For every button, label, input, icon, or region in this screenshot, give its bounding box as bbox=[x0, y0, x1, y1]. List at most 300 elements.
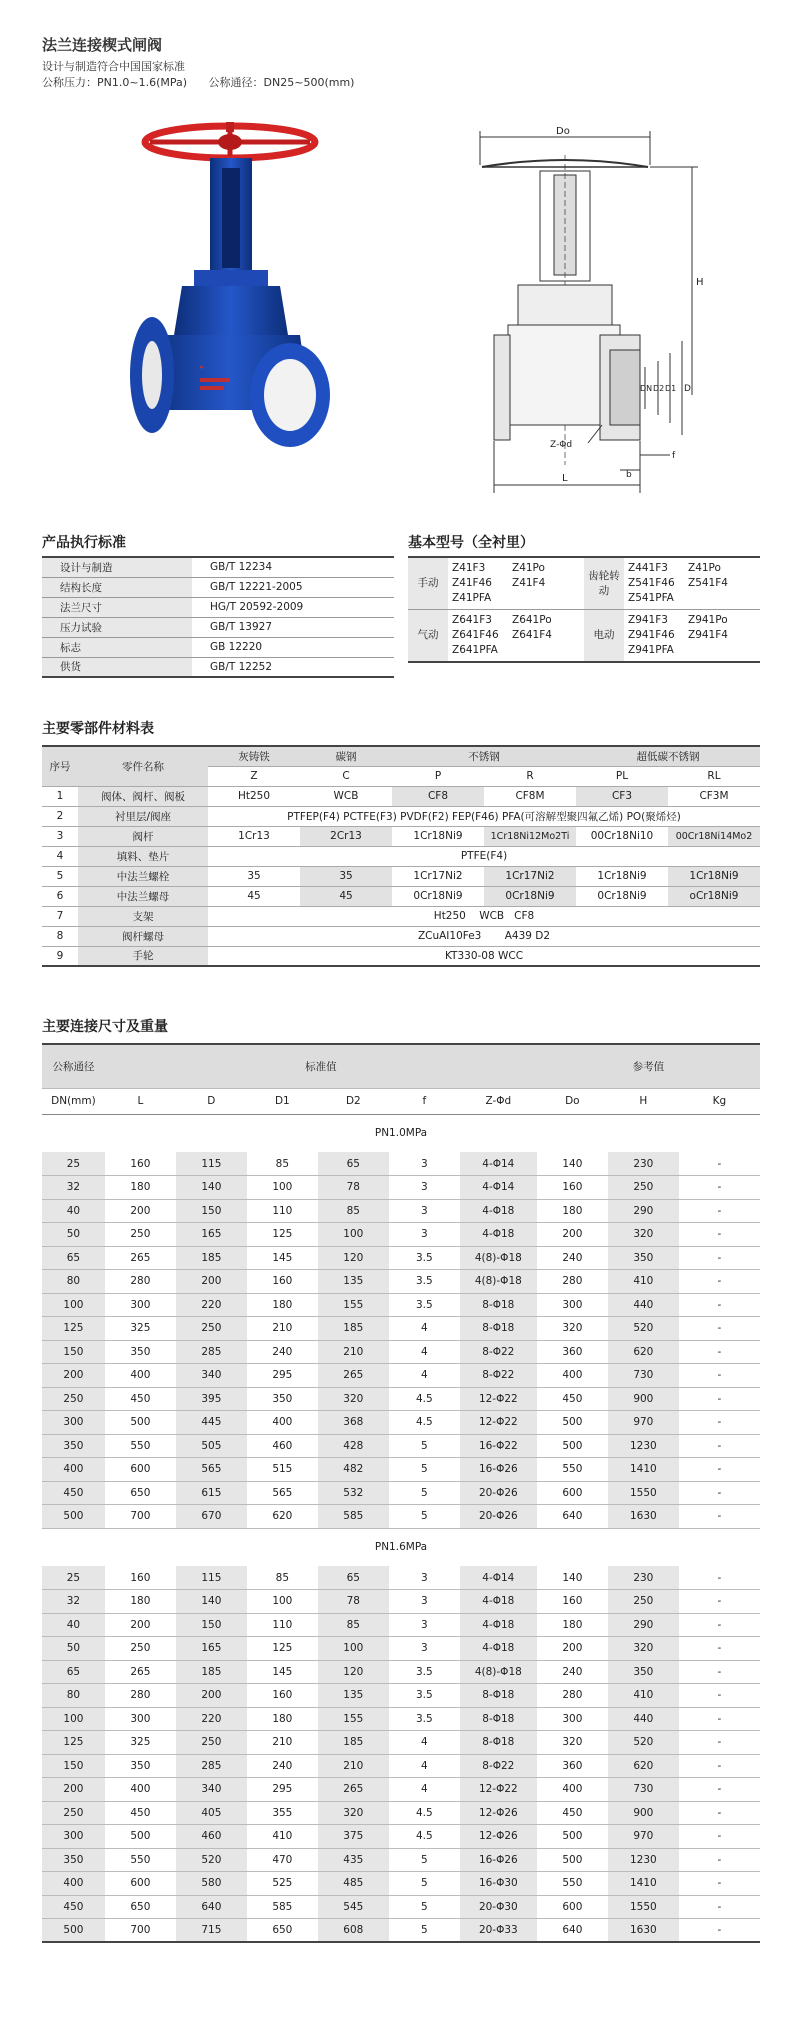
table-row bbox=[42, 1801, 760, 1825]
dim-cell: 400 bbox=[537, 1364, 608, 1388]
table-row bbox=[42, 1660, 760, 1684]
dim-cell: 500 bbox=[537, 1434, 608, 1458]
dim-cell: 1230 bbox=[608, 1848, 679, 1872]
dim-cell: 150 bbox=[176, 1613, 247, 1637]
dim-cell: 250 bbox=[608, 1590, 679, 1614]
mat-head-gray-iron: 灰铸铁 bbox=[208, 746, 300, 766]
dim-cell: 600 bbox=[537, 1895, 608, 1919]
dim-cell: 400 bbox=[42, 1872, 105, 1896]
dim-cell: 565 bbox=[176, 1458, 247, 1482]
dim-cell: 32 bbox=[42, 1590, 105, 1614]
table-row bbox=[42, 1152, 760, 1176]
model-code: Z41PFA bbox=[452, 592, 492, 604]
dim-cell: 3.5 bbox=[389, 1707, 460, 1731]
model-code: Z541F4 bbox=[688, 577, 728, 589]
dim-cell: 350 bbox=[42, 1434, 105, 1458]
dim-cell: 295 bbox=[247, 1778, 318, 1802]
dim-cell: 360 bbox=[537, 1754, 608, 1778]
label-d: D bbox=[684, 384, 691, 394]
table-row bbox=[42, 577, 394, 597]
dim-cell: - bbox=[679, 1872, 760, 1896]
table-row bbox=[42, 1270, 760, 1294]
table-row bbox=[42, 1505, 760, 1529]
dim-cell: 650 bbox=[105, 1481, 176, 1505]
drive-type: 手动 bbox=[408, 557, 448, 610]
standard-key: 供货 bbox=[42, 657, 192, 677]
dim-cell: 520 bbox=[176, 1848, 247, 1872]
dim-cell: - bbox=[679, 1387, 760, 1411]
dim-cell: - bbox=[679, 1481, 760, 1505]
dim-cell: 3.5 bbox=[389, 1293, 460, 1317]
dim-cell: 200 bbox=[105, 1199, 176, 1223]
dim-cell: 1410 bbox=[608, 1872, 679, 1896]
pressure-label: PN1.0MPa bbox=[374, 1127, 428, 1140]
mat-cell: 阀杆螺母 bbox=[78, 926, 208, 946]
dim-cell: 1410 bbox=[608, 1458, 679, 1482]
dim-cell: 78 bbox=[318, 1176, 389, 1200]
dim-cell: 230 bbox=[608, 1566, 679, 1590]
dim-cell: 180 bbox=[247, 1707, 318, 1731]
table-row bbox=[42, 1707, 760, 1731]
product-specs bbox=[42, 75, 372, 91]
dim-cell: 120 bbox=[318, 1246, 389, 1270]
materials-table bbox=[42, 745, 760, 967]
dim-cell: 200 bbox=[42, 1778, 105, 1802]
label-f: f bbox=[672, 451, 676, 461]
dim-cell: 500 bbox=[537, 1411, 608, 1435]
table-row bbox=[42, 1199, 760, 1223]
mat-head-low-carbon-stainless: 超低碳不锈钢 bbox=[576, 746, 760, 766]
dim-cell: 1630 bbox=[608, 1505, 679, 1529]
model-code: Z641F46 bbox=[452, 629, 499, 641]
dimensions-column-row bbox=[42, 1088, 760, 1114]
dim-cell: 428 bbox=[318, 1434, 389, 1458]
dim-cell: 65 bbox=[318, 1566, 389, 1590]
dim-cell: 375 bbox=[318, 1825, 389, 1849]
standard-value: GB/T 12252 bbox=[192, 657, 394, 677]
dim-cell: 185 bbox=[176, 1246, 247, 1270]
mat-cell: 1Cr18Ni9 bbox=[576, 866, 668, 886]
dim-cell: 450 bbox=[537, 1387, 608, 1411]
dim-cell: 440 bbox=[608, 1293, 679, 1317]
table-row bbox=[42, 906, 760, 926]
mat-cell: PTFE(F4) bbox=[208, 846, 760, 866]
pressure-label: PN1.6MPa bbox=[374, 1541, 428, 1554]
dim-cell: 5 bbox=[389, 1458, 460, 1482]
dim-cell: - bbox=[679, 1458, 760, 1482]
dim-cell: 485 bbox=[318, 1872, 389, 1896]
dim-cell: 250 bbox=[105, 1637, 176, 1661]
valve-photo bbox=[120, 120, 350, 460]
dim-cell: 300 bbox=[42, 1411, 105, 1435]
dim-cell: 640 bbox=[176, 1895, 247, 1919]
dim-cell: 125 bbox=[42, 1731, 105, 1755]
drive-type: 气动 bbox=[408, 610, 448, 663]
mat-cell: 中法兰螺栓 bbox=[78, 866, 208, 886]
dim-cell: 1230 bbox=[608, 1434, 679, 1458]
dim-cell: - bbox=[679, 1778, 760, 1802]
dim-cell: 3.5 bbox=[389, 1660, 460, 1684]
dim-cell: 4-Φ18 bbox=[460, 1613, 537, 1637]
table-row bbox=[42, 1481, 760, 1505]
label-b: b bbox=[626, 470, 632, 480]
dim-cell: 265 bbox=[318, 1778, 389, 1802]
dim-cell: - bbox=[679, 1801, 760, 1825]
dim-cell: 85 bbox=[318, 1613, 389, 1637]
header bbox=[42, 34, 372, 91]
dim-cell: 230 bbox=[608, 1152, 679, 1176]
table-row bbox=[42, 846, 760, 866]
dim-cell: 80 bbox=[42, 1270, 105, 1294]
dim-cell: 700 bbox=[105, 1919, 176, 1943]
dim-cell: 125 bbox=[42, 1317, 105, 1341]
table-row bbox=[42, 1566, 760, 1590]
dim-cell: 250 bbox=[42, 1801, 105, 1825]
dim-cell: 240 bbox=[247, 1754, 318, 1778]
dim-cell: 220 bbox=[176, 1707, 247, 1731]
dim-cell: 250 bbox=[105, 1223, 176, 1247]
dim-cell: 65 bbox=[318, 1152, 389, 1176]
dim-cell: 200 bbox=[537, 1223, 608, 1247]
label-l: L bbox=[562, 473, 568, 484]
dim-cell: 100 bbox=[247, 1176, 318, 1200]
dim-cell: 580 bbox=[176, 1872, 247, 1896]
dim-cell: 3 bbox=[389, 1223, 460, 1247]
dim-cell: - bbox=[679, 1684, 760, 1708]
model-code: Z641F3 bbox=[452, 614, 492, 626]
dim-cell: 3 bbox=[389, 1176, 460, 1200]
dim-cell: 20-Φ30 bbox=[460, 1895, 537, 1919]
dim-cell: - bbox=[679, 1590, 760, 1614]
dim-cell: 320 bbox=[318, 1801, 389, 1825]
dim-cell: 200 bbox=[42, 1364, 105, 1388]
mat-head-carbon-steel: 碳钢 bbox=[300, 746, 392, 766]
dim-cell: 500 bbox=[537, 1825, 608, 1849]
dim-head-reference: 参考值 bbox=[537, 1044, 760, 1088]
dimensions-title: 主要连接尺寸及重量 bbox=[42, 1019, 168, 1035]
pressure-spec: 公称压力：PN1.0~1.6(MPa) bbox=[42, 76, 188, 89]
dim-cell: 265 bbox=[105, 1246, 176, 1270]
dim-cell: 500 bbox=[42, 1505, 105, 1529]
mat-cell: 45 bbox=[300, 886, 392, 906]
dim-cell: 140 bbox=[537, 1566, 608, 1590]
table-row bbox=[42, 1637, 760, 1661]
model-code: Z941PFA bbox=[628, 644, 674, 656]
dim-cell: 400 bbox=[105, 1778, 176, 1802]
dim-cell: 280 bbox=[537, 1270, 608, 1294]
table-row bbox=[42, 786, 760, 806]
dim-cell: 20-Φ26 bbox=[460, 1481, 537, 1505]
dim-cell: 160 bbox=[247, 1684, 318, 1708]
mat-cell: 阀杆 bbox=[78, 826, 208, 846]
table-row bbox=[42, 1223, 760, 1247]
mat-cell: KT330-08 WCC bbox=[208, 946, 760, 966]
dim-cell: 210 bbox=[247, 1317, 318, 1341]
dim-cell: - bbox=[679, 1434, 760, 1458]
dim-cell: 400 bbox=[105, 1364, 176, 1388]
dim-cell: - bbox=[679, 1411, 760, 1435]
mat-cell: oCr18Ni9 bbox=[668, 886, 760, 906]
dim-cell: 4-Φ14 bbox=[460, 1152, 537, 1176]
dim-cell: - bbox=[679, 1364, 760, 1388]
table-row bbox=[42, 1176, 760, 1200]
dim-cell: 8-Φ18 bbox=[460, 1317, 537, 1341]
dim-cell: 520 bbox=[608, 1731, 679, 1755]
table-row bbox=[42, 1246, 760, 1270]
dim-cell: 50 bbox=[42, 1637, 105, 1661]
models-title: 基本型号（全衬里） bbox=[408, 535, 534, 551]
dim-column-header: D2 bbox=[318, 1088, 389, 1114]
dim-cell: - bbox=[679, 1731, 760, 1755]
dim-cell: 450 bbox=[105, 1801, 176, 1825]
dim-cell: 300 bbox=[42, 1825, 105, 1849]
label-zd: Z-Φd bbox=[550, 440, 573, 450]
label-d1: D1 bbox=[665, 384, 677, 393]
dim-cell: 670 bbox=[176, 1505, 247, 1529]
dim-cell: 360 bbox=[537, 1340, 608, 1364]
dim-cell: 325 bbox=[105, 1731, 176, 1755]
dim-cell: 565 bbox=[247, 1481, 318, 1505]
dim-head-dn: 公称通径 bbox=[42, 1044, 105, 1088]
dim-cell: 250 bbox=[176, 1731, 247, 1755]
dimensions-table bbox=[42, 1043, 760, 1943]
dim-cell: 550 bbox=[105, 1848, 176, 1872]
dim-cell: - bbox=[679, 1707, 760, 1731]
drive-type: 电动 bbox=[584, 610, 624, 663]
model-code: Z41Po bbox=[688, 562, 721, 574]
table-row bbox=[42, 1293, 760, 1317]
dim-column-header: Do bbox=[537, 1088, 608, 1114]
dim-cell: 4(8)-Φ18 bbox=[460, 1270, 537, 1294]
model-code: Z541F46 bbox=[628, 577, 675, 589]
dim-cell: 4(8)-Φ18 bbox=[460, 1246, 537, 1270]
valve-drawing bbox=[470, 125, 730, 505]
dim-cell: 210 bbox=[247, 1731, 318, 1755]
mat-cell: WCB bbox=[300, 786, 392, 806]
dim-cell: 4 bbox=[389, 1754, 460, 1778]
dim-cell: 1550 bbox=[608, 1895, 679, 1919]
dim-cell: 340 bbox=[176, 1778, 247, 1802]
dim-cell: 180 bbox=[105, 1176, 176, 1200]
dim-cell: 165 bbox=[176, 1637, 247, 1661]
model-code: Z941Po bbox=[688, 614, 728, 626]
dim-cell: 250 bbox=[608, 1176, 679, 1200]
standard-value: GB/T 12221-2005 bbox=[192, 577, 394, 597]
dim-cell: - bbox=[679, 1825, 760, 1849]
dim-column-header: H bbox=[608, 1088, 679, 1114]
mat-cell: 1 bbox=[42, 786, 78, 806]
mat-head-name: 零件名称 bbox=[78, 746, 208, 786]
dim-cell: 65 bbox=[42, 1660, 105, 1684]
dim-cell: 505 bbox=[176, 1434, 247, 1458]
dim-cell: 100 bbox=[318, 1637, 389, 1661]
standard-value: GB/T 13927 bbox=[192, 617, 394, 637]
dim-cell: 730 bbox=[608, 1364, 679, 1388]
mat-cell: 中法兰螺母 bbox=[78, 886, 208, 906]
mat-code: P bbox=[392, 766, 484, 786]
mat-head-no: 序号 bbox=[42, 746, 78, 786]
label-h: H bbox=[696, 277, 704, 288]
dim-cell: 545 bbox=[318, 1895, 389, 1919]
dim-cell: 600 bbox=[537, 1481, 608, 1505]
dim-cell: 3 bbox=[389, 1590, 460, 1614]
dim-cell: 350 bbox=[247, 1387, 318, 1411]
table-row bbox=[42, 1731, 760, 1755]
materials-header-row bbox=[42, 746, 760, 766]
dim-cell: 265 bbox=[318, 1364, 389, 1388]
dim-cell: 160 bbox=[537, 1176, 608, 1200]
dim-cell: 240 bbox=[537, 1246, 608, 1270]
dim-cell: 320 bbox=[537, 1731, 608, 1755]
table-row bbox=[42, 1684, 760, 1708]
dim-cell: 350 bbox=[42, 1848, 105, 1872]
dim-cell: 160 bbox=[537, 1590, 608, 1614]
dim-cell: 650 bbox=[105, 1895, 176, 1919]
mat-cell: CF8 bbox=[392, 786, 484, 806]
table-row bbox=[42, 1387, 760, 1411]
dim-cell: 450 bbox=[105, 1387, 176, 1411]
dim-column-header: D1 bbox=[247, 1088, 318, 1114]
dim-cell: 110 bbox=[247, 1199, 318, 1223]
dim-column-header: Z-Φd bbox=[460, 1088, 537, 1114]
dim-cell: 620 bbox=[247, 1505, 318, 1529]
table-row bbox=[42, 1590, 760, 1614]
mat-head-stainless: 不锈钢 bbox=[392, 746, 576, 766]
dim-cell: 135 bbox=[318, 1270, 389, 1294]
mat-code: PL bbox=[576, 766, 668, 786]
dim-cell: 4 bbox=[389, 1731, 460, 1755]
dim-cell: 8-Φ18 bbox=[460, 1707, 537, 1731]
product-title: 法兰连接楔式闸阀 bbox=[42, 36, 163, 54]
standards-title: 产品执行标准 bbox=[42, 535, 126, 551]
mat-cell: 00Cr18Ni10 bbox=[576, 826, 668, 846]
dim-cell: 4.5 bbox=[389, 1387, 460, 1411]
table-row bbox=[42, 1895, 760, 1919]
label-d2: D2 bbox=[653, 384, 665, 393]
mat-cell: CF3 bbox=[576, 786, 668, 806]
mat-cell: 7 bbox=[42, 906, 78, 926]
dim-cell: 482 bbox=[318, 1458, 389, 1482]
dim-cell: 320 bbox=[608, 1637, 679, 1661]
dim-cell: - bbox=[679, 1152, 760, 1176]
dim-cell: 185 bbox=[318, 1317, 389, 1341]
dim-cell: 185 bbox=[318, 1731, 389, 1755]
mat-cell: 1Cr17Ni2 bbox=[484, 866, 576, 886]
dim-cell: 200 bbox=[176, 1270, 247, 1294]
standard-value: HG/T 20592-2009 bbox=[192, 597, 394, 617]
drive-type: 齿轮转动 bbox=[584, 557, 624, 610]
dim-column-header: DN(mm) bbox=[42, 1088, 105, 1114]
dim-cell: 200 bbox=[176, 1684, 247, 1708]
table-row bbox=[42, 1340, 760, 1364]
dim-cell: 100 bbox=[318, 1223, 389, 1247]
dim-cell: 125 bbox=[247, 1223, 318, 1247]
dim-cell: 25 bbox=[42, 1152, 105, 1176]
dim-cell: - bbox=[679, 1293, 760, 1317]
dim-cell: 8-Φ18 bbox=[460, 1293, 537, 1317]
dim-cell: - bbox=[679, 1613, 760, 1637]
table-row bbox=[42, 637, 394, 657]
table-row bbox=[42, 1613, 760, 1637]
dim-cell: 200 bbox=[105, 1613, 176, 1637]
dim-cell: 155 bbox=[318, 1293, 389, 1317]
mat-code: R bbox=[484, 766, 576, 786]
dim-cell: 900 bbox=[608, 1801, 679, 1825]
label-dn: DN bbox=[640, 384, 653, 393]
mat-cell: Ht250 WCB CF8 bbox=[208, 906, 760, 926]
table-row bbox=[42, 617, 394, 637]
dim-cell: 140 bbox=[176, 1176, 247, 1200]
dim-cell: 16-Φ26 bbox=[460, 1458, 537, 1482]
dim-cell: 280 bbox=[537, 1684, 608, 1708]
mat-cell: 35 bbox=[300, 866, 392, 886]
dim-cell: 300 bbox=[105, 1293, 176, 1317]
table-row bbox=[408, 610, 760, 663]
dim-cell: 8-Φ18 bbox=[460, 1731, 537, 1755]
standard-key: 设计与制造 bbox=[42, 557, 192, 577]
dim-cell: 3 bbox=[389, 1613, 460, 1637]
standard-key: 标志 bbox=[42, 637, 192, 657]
dim-cell: 4 bbox=[389, 1364, 460, 1388]
dim-cell: 435 bbox=[318, 1848, 389, 1872]
dim-cell: - bbox=[679, 1754, 760, 1778]
dim-cell: 640 bbox=[537, 1919, 608, 1943]
model-code: Z941F3 bbox=[628, 614, 668, 626]
dim-cell: 450 bbox=[42, 1895, 105, 1919]
dim-cell: 500 bbox=[537, 1848, 608, 1872]
mat-cell: 1Cr17Ni2 bbox=[392, 866, 484, 886]
dim-cell: - bbox=[679, 1223, 760, 1247]
dim-cell: - bbox=[679, 1176, 760, 1200]
dim-cell: 265 bbox=[105, 1660, 176, 1684]
dim-cell: 160 bbox=[247, 1270, 318, 1294]
model-code: Z441F3 bbox=[628, 562, 668, 574]
dim-cell: 165 bbox=[176, 1223, 247, 1247]
dim-cell: 620 bbox=[608, 1754, 679, 1778]
dim-cell: 4 bbox=[389, 1778, 460, 1802]
dim-cell: 150 bbox=[42, 1340, 105, 1364]
dim-cell: 210 bbox=[318, 1754, 389, 1778]
dim-cell: 500 bbox=[105, 1411, 176, 1435]
svg-text:✦: ✦ bbox=[198, 363, 205, 372]
model-code: Z41Po bbox=[512, 562, 545, 574]
table-row bbox=[42, 557, 394, 577]
mat-cell: 1Cr18Ni9 bbox=[392, 826, 484, 846]
pressure-section-row bbox=[42, 1528, 760, 1566]
dim-cell: 220 bbox=[176, 1293, 247, 1317]
table-row bbox=[408, 557, 760, 610]
dim-cell: 200 bbox=[537, 1637, 608, 1661]
table-row bbox=[42, 1434, 760, 1458]
dim-cell: 400 bbox=[537, 1778, 608, 1802]
dim-cell: 280 bbox=[105, 1270, 176, 1294]
table-row bbox=[42, 1411, 760, 1435]
dim-cell: - bbox=[679, 1895, 760, 1919]
dim-cell: 4.5 bbox=[389, 1825, 460, 1849]
dim-cell: 4-Φ18 bbox=[460, 1223, 537, 1247]
dim-cell: 300 bbox=[537, 1293, 608, 1317]
dim-cell: 450 bbox=[537, 1801, 608, 1825]
dim-cell: 550 bbox=[105, 1434, 176, 1458]
dim-cell: 585 bbox=[318, 1505, 389, 1529]
mat-cell: 9 bbox=[42, 946, 78, 966]
table-row bbox=[42, 1458, 760, 1482]
dim-cell: 715 bbox=[176, 1919, 247, 1943]
dim-cell: 3 bbox=[389, 1152, 460, 1176]
dim-cell: 3 bbox=[389, 1637, 460, 1661]
table-row bbox=[42, 806, 760, 826]
dim-cell: 100 bbox=[247, 1590, 318, 1614]
